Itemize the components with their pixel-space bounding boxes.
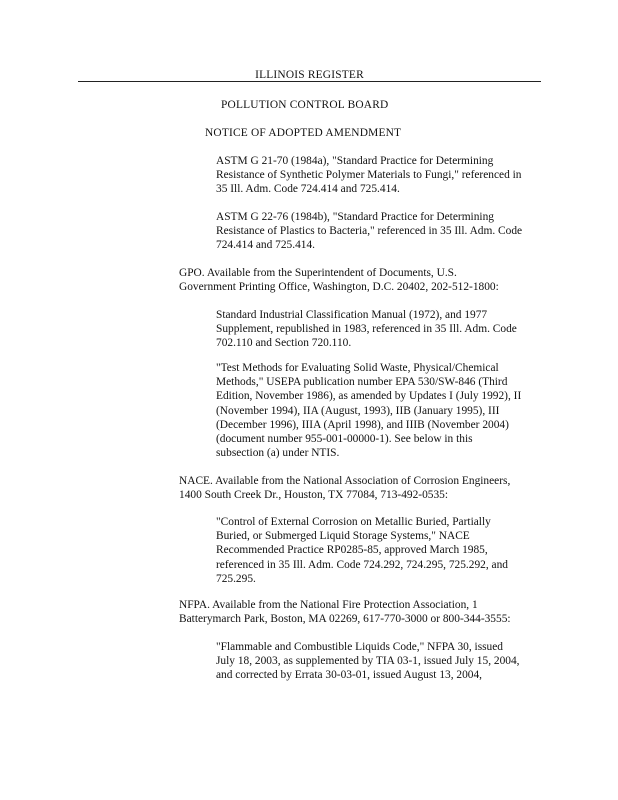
gpo-paragraph: [179, 266, 549, 294]
paragraph-line: ASTM G 21-70 (1984a), "Standard Practice for Determining: [216, 155, 494, 167]
notice-title: NOTICE OF ADOPTED AMENDMENT: [205, 127, 402, 139]
paragraph-line: 725.295.: [216, 572, 256, 585]
paragraph-line: GPO. Available from the Superintendent of Documents, U.S.: [179, 267, 457, 279]
paragraph-line: Edition, November 1986), as amended by Updates I (July 1992), II: [216, 390, 522, 403]
paragraph-line: Methods," USEPA publication number EPA 530/SW-846 (Third: [216, 376, 508, 389]
paragraph-line: 702.110 and Section 720.110.: [216, 337, 352, 350]
paragraph-line: Recommended Practice RP0285-85, approved March 1985,: [216, 544, 488, 557]
paragraph-line: "Test Methods for Evaluating Solid Waste, Physical/Chemical: [216, 362, 499, 374]
paragraph-line: "Flammable and Combustible Liquids Code," NFPA 30, issued: [216, 641, 504, 653]
paragraph-line: Batterymarch Park, Boston, MA 02269, 617-770-3000 or 800-344-3555:: [179, 613, 511, 626]
paragraph-line: Resistance of Plastics to Bacteria," referenced in 35 Ill. Adm. Code: [216, 225, 523, 238]
astm-g21-paragraph: [216, 154, 546, 197]
paragraph-line: "Control of External Corrosion on Metallic Buried, Partially: [216, 516, 491, 528]
paragraph-line: Standard Industrial Classification Manual (1972), and 1977: [216, 309, 488, 321]
paragraph-line: ASTM G 22-76 (1984b), "Standard Practice for Determining: [216, 211, 494, 223]
paragraph-line: July 18, 2003, as supplemented by TIA 03-1, issued July 15, 2004,: [216, 655, 520, 668]
header-rule: [78, 81, 541, 82]
nfpa-paragraph: [179, 598, 549, 626]
paragraph-line: Buried, or Submerged Liquid Storage Systems," NACE: [216, 530, 470, 543]
nace-rp0285-paragraph: [216, 515, 546, 586]
nfpa30-paragraph: [216, 640, 546, 683]
board-name: POLLUTION CONTROL BOARD: [221, 99, 389, 111]
paragraph-line: Supplement, republished in 1983, referenced in 35 Ill. Adm. Code: [216, 323, 517, 336]
paragraph-line: Resistance of Synthetic Polymer Materials to Fungi," referenced in: [216, 169, 522, 182]
paragraph-line: NFPA. Available from the National Fire Protection Association, 1: [179, 599, 478, 611]
paragraph-line: Government Printing Office, Washington, D.C. 20402, 202-512-1800:: [179, 281, 499, 294]
sic-manual-paragraph: [216, 308, 546, 351]
paragraph-line: referenced in 35 Ill. Adm. Code 724.292, 724.295, 725.292, and: [216, 558, 508, 571]
paragraph-line: (November 1994), IIA (August, 1993), IIB (January 1995), III: [216, 404, 500, 417]
nace-paragraph: [179, 474, 549, 502]
paragraph-line: and corrected by Errata 30-03-01, issued August 13, 2004,: [216, 669, 483, 682]
sw846-paragraph: [216, 361, 546, 460]
paragraph-line: (December 1996), IIIA (April 1998), and IIIB (November 2004): [216, 418, 509, 431]
paragraph-line: 35 Ill. Adm. Code 724.414 and 725.414.: [216, 183, 400, 196]
paragraph-line: NACE. Available from the National Association of Corrosion Engineers,: [179, 475, 511, 487]
register-title: ILLINOIS REGISTER: [255, 69, 364, 81]
paragraph-line: (document number 955-001-00000-1). See below in this: [216, 433, 473, 446]
paragraph-line: subsection (a) under NTIS.: [216, 447, 340, 460]
astm-g22-paragraph: [216, 210, 546, 253]
paragraph-line: 1400 South Creek Dr., Houston, TX 77084, 713-492-0535:: [179, 489, 449, 502]
paragraph-line: 724.414 and 725.414.: [216, 239, 316, 252]
